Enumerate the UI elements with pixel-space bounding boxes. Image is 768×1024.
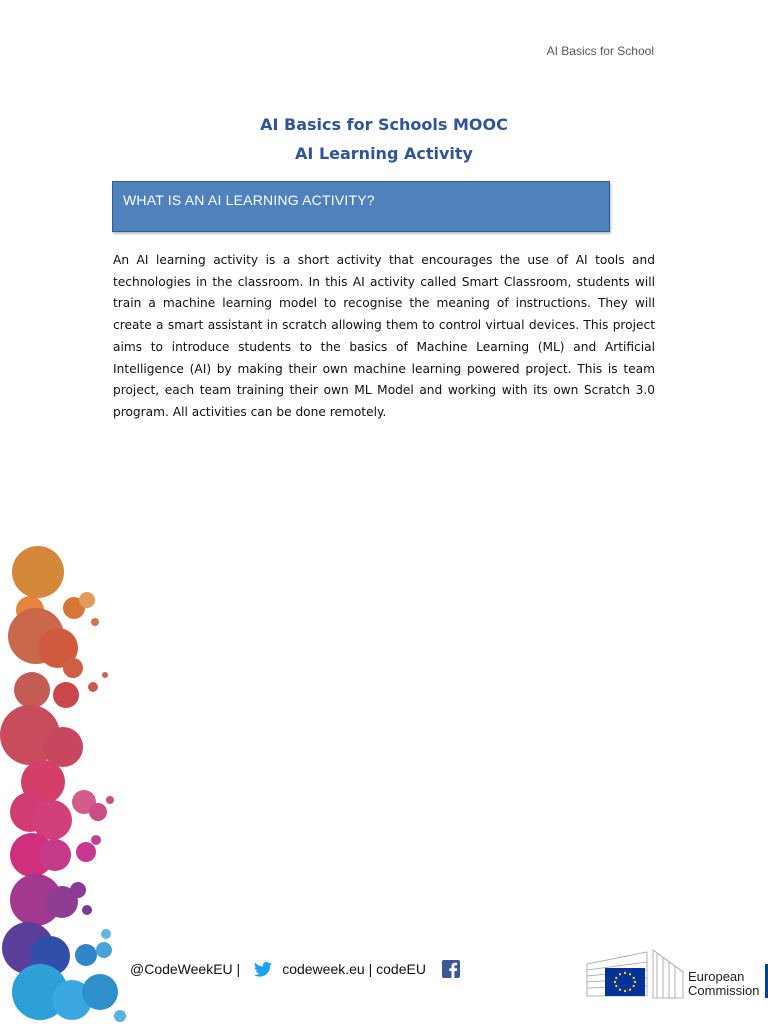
ec-logo-line1: European	[688, 969, 745, 984]
document-title: AI Basics for Schools MOOC	[260, 115, 508, 134]
title-block	[0, 110, 768, 168]
section-heading-box	[112, 181, 610, 232]
twitter-handle[interactable]: @CodeWeekEU |	[130, 961, 241, 977]
decorative-dots	[0, 530, 130, 1024]
facebook-icon[interactable]	[442, 960, 460, 978]
running-header: AI Basics for School	[546, 44, 654, 58]
section-heading: WHAT IS AN AI LEARNING ACTIVITY?	[123, 192, 375, 208]
document-subtitle: AI Learning Activity	[295, 144, 473, 163]
body-paragraph: An AI learning activity is a short activity that encourages the use of AI tools and technologies in the classroom. In this AI activity called Smart Classroom, students will train a machine learning model to recognise the meaning of instructions. They will create a smart assistant in scratch allowing them to control virtual devices. This project aims to introduce students to the basics of Machine Learning (ML) and Artificial Intelligence (AI) by making their own machine learning powered project. This is team project, each team training their own ML Model and working with its own Scratch 3.0 program. All activities can be done remotely.	[113, 253, 655, 419]
website-links[interactable]: codeweek.eu | codeEU	[282, 961, 426, 977]
footer-social	[130, 960, 460, 978]
ec-logo-text	[688, 970, 760, 998]
ec-logo-line2: Commission	[688, 983, 760, 998]
twitter-bird-icon[interactable]	[254, 962, 272, 977]
